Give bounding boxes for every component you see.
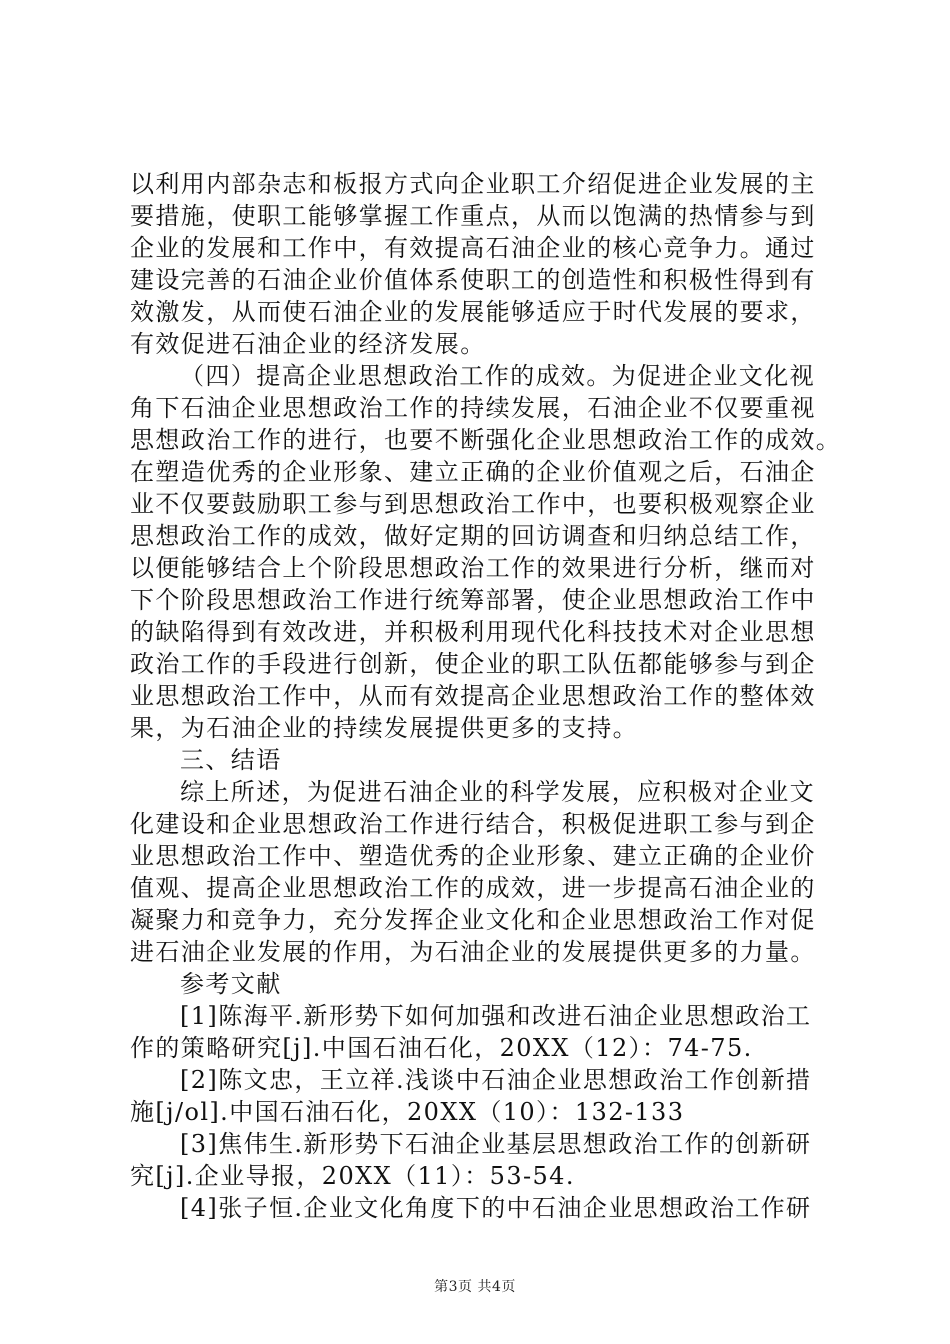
- text-line: 思想政治工作的进行，也要不断强化企业思想政治工作的成效。: [130, 426, 842, 454]
- text-line: 以便能够结合上个阶段思想政治工作的效果进行分析，继而对: [130, 554, 816, 582]
- reference-item: [2]陈文忠，王立祥.浅谈中石油企业思想政治工作创新措: [180, 1066, 812, 1094]
- reference-continuation: 作的策略研究[j].中国石油石化，20XX（12）：74-75.: [130, 1034, 753, 1062]
- reference-continuation: 究[j].企业导报，20XX（11）：53-54.: [130, 1162, 575, 1190]
- references-heading: 参考文献: [180, 970, 282, 998]
- text-line: 有效促进石油企业的经济发展。: [130, 330, 486, 358]
- page-number-footer: 第3页 共4页: [434, 1279, 516, 1295]
- text-line: 业不仅要鼓励职工参与到思想政治工作中，也要积极观察企业: [130, 490, 816, 518]
- text-line: 业思想政治工作中、塑造优秀的企业形象、建立正确的企业价: [130, 842, 816, 870]
- document-body: [130, 168, 842, 1224]
- text-line: 下个阶段思想政治工作进行统筹部署，使企业思想政治工作中: [130, 586, 816, 614]
- text-line: 进石油企业发展的作用，为石油企业的发展提供更多的力量。: [130, 938, 816, 966]
- reference-item: [1]陈海平.新形势下如何加强和改进石油企业思想政治工: [180, 1002, 812, 1030]
- text-line: 政治工作的手段进行创新，使企业的职工队伍都能够参与到企: [130, 650, 816, 678]
- text-line: 效激发，从而使石油企业的发展能够适应于时代发展的要求，: [130, 298, 816, 326]
- text-line: 要措施，使职工能够掌握工作重点，从而以饱满的热情参与到: [130, 202, 816, 230]
- text-line: 业思想政治工作中，从而有效提高企业思想政治工作的整体效: [130, 682, 816, 710]
- text-line: 化建设和企业思想政治工作进行结合，积极促进职工参与到企: [130, 810, 816, 838]
- text-line: 在塑造优秀的企业形象、建立正确的企业价值观之后，石油企: [130, 458, 816, 486]
- text-line: 企业的发展和工作中，有效提高石油企业的核心竞争力。通过: [130, 234, 816, 262]
- text-line: 凝聚力和竞争力，充分发挥企业文化和企业思想政治工作对促: [130, 906, 816, 934]
- text-line: 以利用内部杂志和板报方式向企业职工介绍促进企业发展的主: [130, 170, 816, 198]
- text-line: 值观、提高企业思想政治工作的成效，进一步提高石油企业的: [130, 874, 816, 902]
- reference-item: [4]张子恒.企业文化角度下的中石油企业思想政治工作研: [180, 1194, 812, 1222]
- reference-continuation: 施[j/ol].中国石油石化，20XX（10）：132-133: [130, 1098, 685, 1126]
- paragraph-start-line: 综上所述，为促进石油企业的科学发展，应积极对企业文: [180, 778, 815, 806]
- text-line: 建设完善的石油企业价值体系使职工的创造性和积极性得到有: [130, 266, 816, 294]
- text-line: 角下石油企业思想政治工作的持续发展，石油企业不仅要重视: [130, 394, 816, 422]
- text-line: 思想政治工作的成效，做好定期的回访调查和归纳总结工作，: [130, 522, 816, 550]
- reference-item: [3]焦伟生.新形势下石油企业基层思想政治工作的创新研: [180, 1130, 812, 1158]
- text-line: 的缺陷得到有效改进，并积极利用现代化科技技术对企业思想: [130, 618, 816, 646]
- text-line: 果，为石油企业的持续发展提供更多的支持。: [130, 714, 638, 742]
- paragraph-start-line: （四）提高企业思想政治工作的成效。为促进企业文化视: [180, 362, 815, 390]
- section-heading: 三、结语: [180, 746, 282, 774]
